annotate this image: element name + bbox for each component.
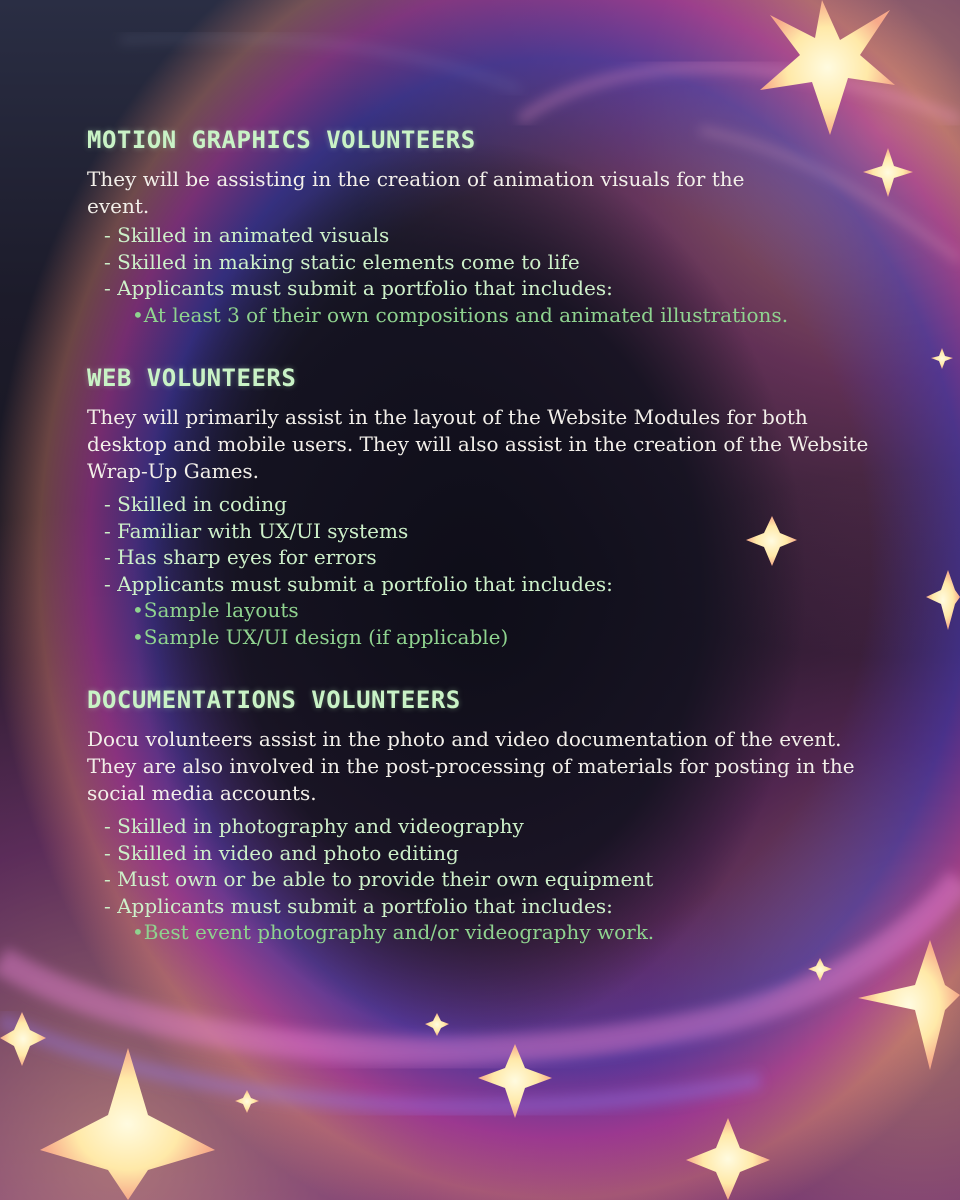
requirement-item: - Applicants must submit a portfolio that includes: [104,571,613,596]
star-icon [926,570,960,630]
requirements-list [87,491,887,597]
requirement-item: - Applicants must submit a portfolio that includes: [104,276,613,300]
portfolio-list [87,919,887,946]
requirement-item: - Must own or be able to provide their own equipment [104,867,654,891]
portfolio-list [87,302,887,329]
motion-graphics-section [87,126,887,328]
requirement-item: - Skilled in photography and videography [104,814,524,838]
star-icon [760,0,895,135]
requirement-item: - Skilled in making static elements come to life [104,249,580,274]
web-section [87,364,887,650]
star-icon [235,1090,259,1113]
star-icon [858,940,960,1070]
requirement-item: - Skilled in coding [104,492,287,516]
portfolio-item: •Sample UX/UI design (if applicable) [132,624,509,649]
requirement-item: - Has sharp eyes for errors [104,545,377,569]
requirement-item: - Skilled in video and photo editing [104,840,459,865]
star-icon [686,1118,770,1200]
section-description: Docu volunteers assist in the photo and video documentation of the event. They are also involved in the post-processing of materials for posting in the social media accounts. [87,727,855,805]
section-description: They will be assisting in the creation of animation visuals for the event. [87,167,745,218]
volunteer-roles [87,126,887,946]
star-icon [931,348,953,369]
section-description: They will primarily assist in the layout of the Website Modules for both desktop and mobile users. They will also assist in the creation of the Website Wrap-Up Games. [87,405,869,483]
documentation-section [87,686,887,946]
star-icon [808,958,832,981]
section-heading: DOCUMENTATIONS VOLUNTEERS [87,686,461,714]
star-icon [40,1048,215,1200]
portfolio-item: •Sample layouts [132,598,299,622]
star-icon [425,1013,449,1036]
portfolio-item: •At least 3 of their own compositions and animated illustrations. [132,302,789,327]
requirement-item: - Applicants must submit a portfolio that includes: [104,893,613,918]
requirement-item: - Familiar with UX/UI systems [104,518,409,543]
section-heading: WEB VOLUNTEERS [87,364,297,392]
requirement-item: - Skilled in animated visuals [104,223,390,247]
requirements-list [87,222,887,302]
requirements-list [87,813,887,919]
star-icon [0,1012,46,1066]
section-heading: MOTION GRAPHICS VOLUNTEERS [87,126,476,154]
star-icon [478,1044,552,1118]
portfolio-list [87,597,887,650]
portfolio-item: •Best event photography and/or videography work. [132,920,655,944]
